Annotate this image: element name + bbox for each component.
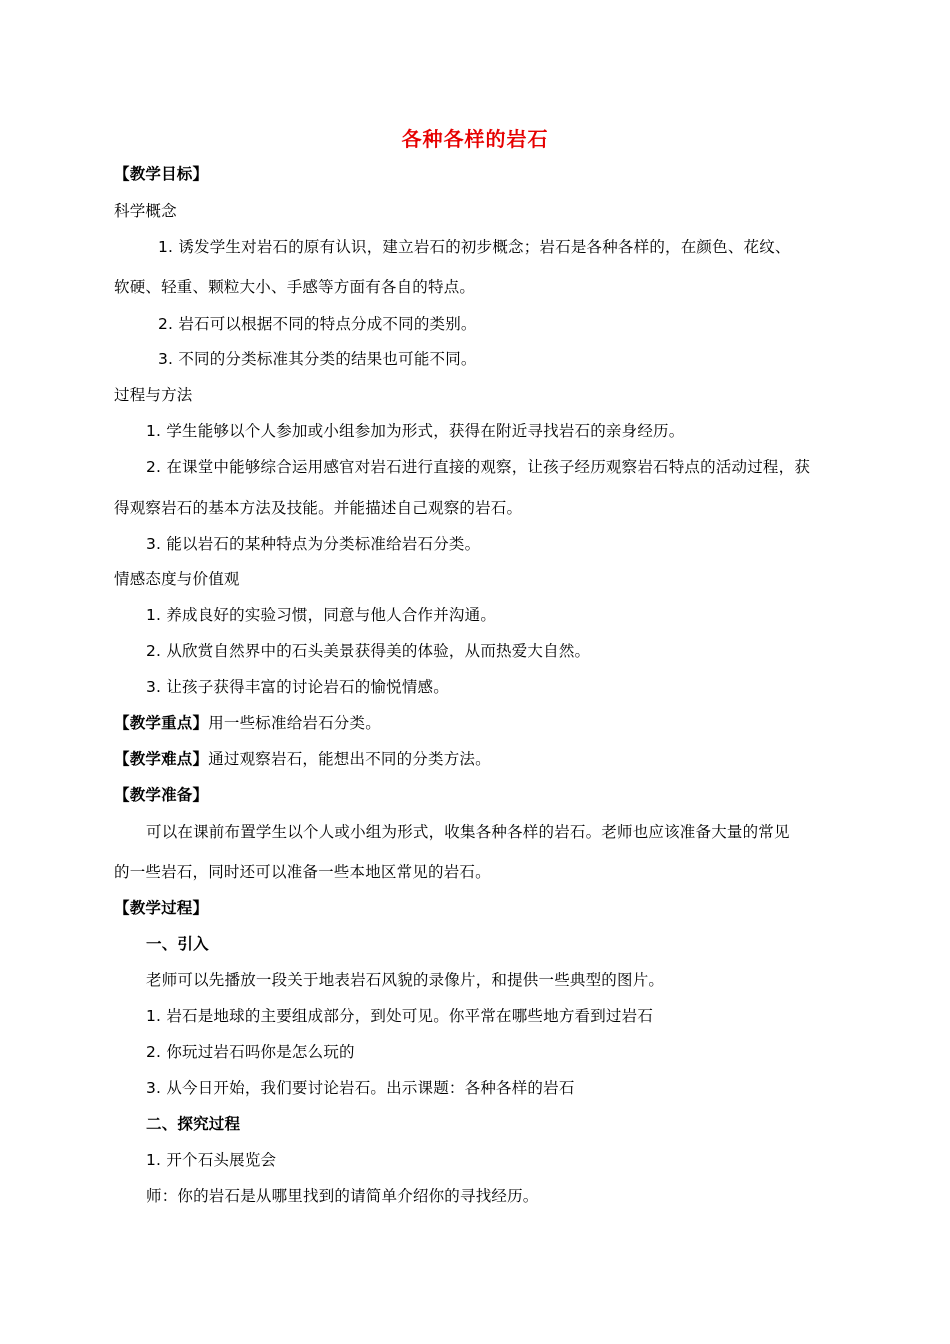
- key-point-line: [114, 713, 381, 733]
- attitude-item-1: 1. 养成良好的实验习惯，同意与他人合作并沟通。: [146, 606, 497, 624]
- section-heading-procedure: 【教学过程】: [114, 899, 209, 917]
- difficulty-line: [114, 749, 491, 769]
- section-heading-preparation: 【教学准备】: [114, 786, 209, 804]
- difficulty-label: 【教学难点】: [114, 750, 209, 768]
- concept-item-1-line-2: 软硬、轻重、颗粒大小、手感等方面有各自的特点。: [114, 278, 476, 296]
- concept-item-2: 2. 岩石可以根据不同的特点分成不同的类别。: [158, 315, 477, 333]
- preparation-line-2: 的一些岩石，同时还可以准备一些本地区常见的岩石。: [114, 863, 491, 881]
- subheading-process: 过程与方法: [114, 386, 193, 404]
- document-title: 各种各样的岩石: [401, 127, 549, 151]
- process-item-2-line-1: 2. 在课堂中能够综合运用感官对岩石进行直接的观察，让孩子经历观察岩石特点的活动过程，获: [146, 458, 811, 476]
- key-point-label: 【教学重点】: [114, 714, 209, 732]
- intro-heading: 一、引入: [146, 935, 209, 953]
- process-item-2-line-2: 得观察岩石的基本方法及技能。并能描述自己观察的岩石。: [114, 499, 523, 517]
- difficulty-text: 通过观察岩石，能想出不同的分类方法。: [208, 750, 491, 768]
- subheading-concept: 科学概念: [114, 202, 177, 220]
- concept-item-1-line-1: 1. 诱发学生对岩石的原有认识，建立岩石的初步概念；岩石是各种各样的，在颜色、花纹、: [158, 238, 791, 256]
- intro-text: 老师可以先播放一段关于地表岩石风貌的录像片，和提供一些典型的图片。: [146, 971, 665, 989]
- section-heading-objectives: 【教学目标】: [114, 165, 209, 183]
- explore-item-1: 1. 开个石头展览会: [146, 1151, 277, 1169]
- subheading-attitude: 情感态度与价值观: [114, 570, 240, 588]
- process-item-3: 3. 能以岩石的某种特点为分类标准给岩石分类。: [146, 535, 481, 553]
- key-point-text: 用一些标准给岩石分类。: [208, 714, 381, 732]
- process-item-1: 1. 学生能够以个人参加或小组参加为形式，获得在附近寻找岩石的亲身经历。: [146, 422, 685, 440]
- intro-item-1: 1. 岩石是地球的主要组成部分，到处可见。你平常在哪些地方看到过岩石: [146, 1007, 654, 1025]
- concept-item-3: 3. 不同的分类标准其分类的结果也可能不同。: [158, 350, 477, 368]
- intro-item-2: 2. 你玩过岩石吗你是怎么玩的: [146, 1043, 355, 1061]
- teacher-question: 师：你的岩石是从哪里找到的请简单介绍你的寻找经历。: [146, 1187, 539, 1205]
- explore-heading: 二、探究过程: [146, 1115, 241, 1133]
- attitude-item-2: 2. 从欣赏自然界中的石头美景获得美的体验，从而热爱大自然。: [146, 642, 591, 660]
- attitude-item-3: 3. 让孩子获得丰富的讨论岩石的愉悦情感。: [146, 678, 449, 696]
- preparation-line-1: 可以在课前布置学生以个人或小组为形式，收集各种各样的岩石。老师也应该准备大量的常见: [146, 823, 790, 841]
- intro-item-3: 3. 从今日开始，我们要讨论岩石。出示课题：各种各样的岩石: [146, 1079, 575, 1097]
